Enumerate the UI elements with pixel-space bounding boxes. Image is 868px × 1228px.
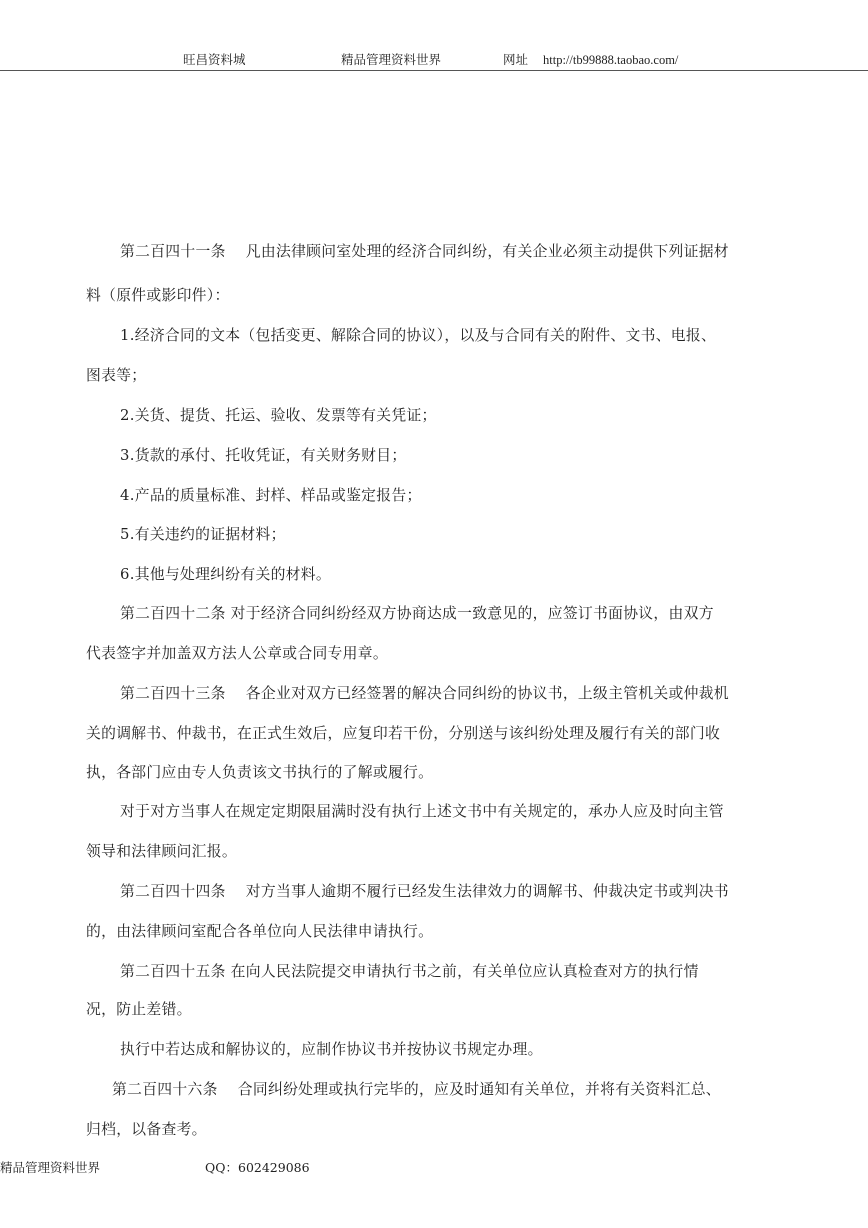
article-245-para-2: 执行中若达成和解协议的，应制作协议书并按协议书规定办理。	[120, 1041, 543, 1058]
footer-qq: QQ：602429086	[205, 1160, 310, 1175]
item-4: 4.产品的质量标准、封样、样品或鉴定报告；	[120, 487, 422, 504]
article-246-line-2: 归档，以备查考。	[86, 1121, 207, 1138]
item-3: 3.货款的承付、托收凭证，有关财务财目；	[120, 447, 407, 464]
article-244-line-1: 第二百四十四条 对方当事人逾期不履行已经发生法律效力的调解书、仲裁决定书或判决书	[120, 883, 729, 900]
article-241-line-2: 料（原件或影印件）：	[86, 287, 230, 304]
article-243-para-2-line-1: 对于对方当事人在规定定期限届满时没有执行上述文书中有关规定的，承办人应及时向主管	[120, 803, 724, 820]
article-246-line-1: 第二百四十六条 合同纠纷处理或执行完毕的，应及时通知有关单位，并将有关资料汇总、	[112, 1081, 721, 1098]
header-url-label: 网址	[503, 52, 529, 67]
article-243-para-2-line-2: 领导和法律顾问汇报。	[86, 843, 237, 860]
article-241-line-1: 第二百四十一条 凡由法律顾问室处理的经济合同纠纷，有关企业必须主动提供下列证据材	[120, 243, 729, 260]
item-1-line-2: 图表等；	[86, 367, 147, 384]
article-244-line-2: 的，由法律顾问室配合各单位向人民法律申请执行。	[86, 923, 434, 940]
article-243-line-3: 执，各部门应由专人负责该文书执行的了解或履行。	[86, 764, 434, 781]
item-5: 5.有关违约的证据材料；	[120, 526, 286, 543]
item-2: 2.关货、提货、托运、验收、发票等有关凭证；	[120, 407, 437, 424]
header-shop-name: 旺昌资料城	[183, 52, 246, 67]
article-243-line-1: 第二百四十三条 各企业对双方已经签署的解决合同纠纷的协议书，上级主管机关或仲裁机	[120, 685, 729, 702]
article-242-line-1: 第二百四十二条 对于经济合同纠纷经双方协商达成一致意见的，应签订书面协议，由双方	[120, 605, 714, 622]
article-245-line-2: 况，防止差错。	[86, 1001, 192, 1018]
article-242-line-2: 代表签字并加盖双方法人公章或合同专用章。	[86, 645, 388, 662]
header-slogan: 精品管理资料世界	[341, 52, 442, 67]
footer-slogan: 精品管理资料世界	[0, 1160, 101, 1175]
page-header	[0, 0, 868, 72]
item-6: 6.其他与处理纠纷有关的材料。	[120, 566, 331, 583]
item-1-line-1: 1.经济合同的文本（包括变更、解除合同的协议），以及与合同有关的附件、文书、电报、	[120, 327, 717, 344]
article-243-line-2: 关的调解书、仲裁书，在正式生效后，应复印若干份，分别送与该纠纷处理及履行有关的部门收	[86, 725, 721, 742]
header-url-link[interactable]: http://tb99888.taobao.com/	[543, 53, 679, 67]
header-divider	[0, 70, 868, 71]
article-245-line-1: 第二百四十五条 在向人民法院提交申请执行书之前，有关单位应认真检查对方的执行情	[120, 963, 699, 980]
